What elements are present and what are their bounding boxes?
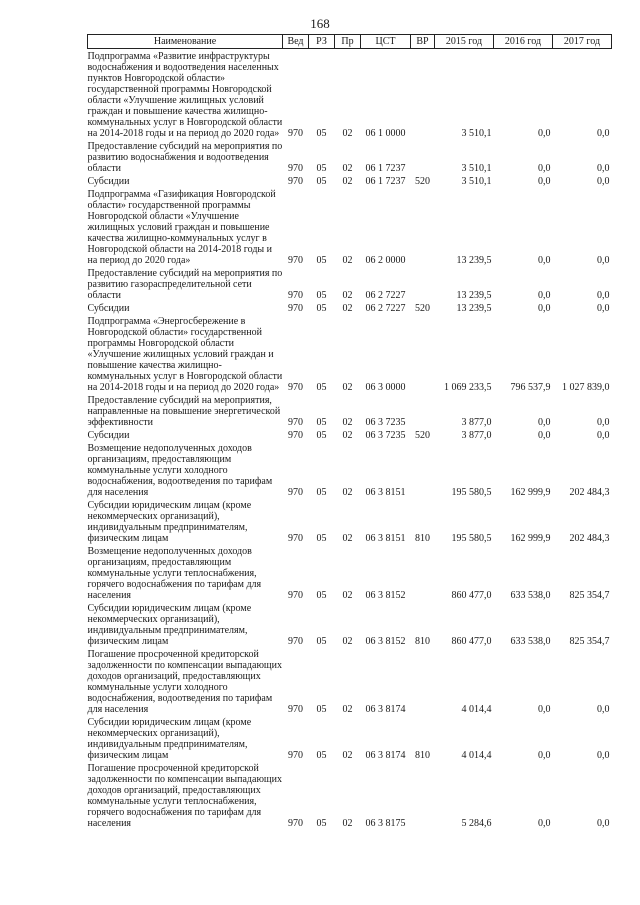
table-row bbox=[88, 498, 612, 544]
row-2017: 0,0 bbox=[597, 704, 610, 715]
row-cst: 06 3 8174 bbox=[365, 750, 406, 761]
row-ved: 970 bbox=[288, 176, 303, 187]
row-name: Предоставление субсидий на мероприятия по развитию водоснабжения и водоотведения области bbox=[87, 141, 283, 174]
table-row bbox=[88, 393, 612, 428]
row-2017: 0,0 bbox=[597, 255, 610, 266]
header-rz: РЗ bbox=[309, 35, 335, 49]
row-2015: 195 580,5 bbox=[451, 533, 492, 544]
page-number: 168 bbox=[310, 16, 330, 31]
row-vr: 520 bbox=[415, 303, 430, 314]
row-2016: 162 999,9 bbox=[510, 487, 551, 498]
table-row bbox=[88, 441, 612, 498]
row-name: Субсидии юридическим лицам (кроме некоммерческих организаций), индивидуальным предпринимателям, физическим лицам bbox=[87, 603, 252, 647]
row-name: Субсидии bbox=[87, 176, 130, 187]
row-name: Предоставление субсидий на мероприятия, направленные на повышение энергетической эффективности bbox=[87, 395, 281, 428]
row-name: Подпрограмма «Развитие инфраструктуры водоснабжения и водоотведения населенных пунктов Новгородской области» государственной программы Новгородской области «Улучшение жилищных условий граждан и повышение качества жилищно-коммунальных услуг в Новгородской области на 2014-2018 годы и на период до 2020 года» bbox=[87, 51, 283, 139]
row-name: Субсидии юридическим лицам (кроме некоммерческих организаций), индивидуальным предпринимателям, физическим лицам bbox=[87, 500, 252, 544]
row-rz: 05 bbox=[316, 750, 327, 761]
row-pr: 02 bbox=[342, 303, 353, 314]
table-row bbox=[88, 174, 612, 187]
row-ved: 970 bbox=[288, 163, 303, 174]
table-row bbox=[88, 139, 612, 174]
row-pr: 02 bbox=[342, 128, 353, 139]
row-cst: 06 3 8152 bbox=[365, 590, 406, 601]
row-name: Предоставление субсидий на мероприятия по развитию газораспределительной сети области bbox=[87, 268, 283, 301]
row-vr bbox=[411, 187, 435, 266]
row-cst: 06 3 7235 bbox=[365, 417, 406, 428]
row-cst: 06 1 7237 bbox=[365, 163, 406, 174]
row-pr: 02 bbox=[342, 255, 353, 266]
row-2015: 3 510,1 bbox=[461, 128, 492, 139]
row-2016: 0,0 bbox=[538, 176, 551, 187]
row-2016: 0,0 bbox=[538, 163, 551, 174]
row-ved: 970 bbox=[288, 128, 303, 139]
row-2016: 0,0 bbox=[538, 704, 551, 715]
row-2015: 860 477,0 bbox=[451, 636, 492, 647]
row-2017: 0,0 bbox=[597, 176, 610, 187]
row-2015: 1 069 233,5 bbox=[444, 382, 492, 393]
row-rz: 05 bbox=[316, 290, 327, 301]
row-2015: 860 477,0 bbox=[451, 590, 492, 601]
row-2016: 633 538,0 bbox=[510, 636, 551, 647]
row-2015: 195 580,5 bbox=[451, 487, 492, 498]
row-vr bbox=[411, 49, 435, 140]
header-2015: 2015 год bbox=[435, 35, 494, 49]
row-rz: 05 bbox=[316, 417, 327, 428]
row-ved: 970 bbox=[288, 636, 303, 647]
row-2017: 0,0 bbox=[597, 417, 610, 428]
row-2017: 0,0 bbox=[597, 818, 610, 829]
row-cst: 06 3 8151 bbox=[365, 533, 406, 544]
row-vr bbox=[411, 544, 435, 601]
table-row bbox=[88, 647, 612, 715]
row-cst: 06 2 0000 bbox=[365, 255, 406, 266]
row-2017: 0,0 bbox=[597, 128, 610, 139]
row-rz: 05 bbox=[316, 818, 327, 829]
row-vr: 520 bbox=[415, 176, 430, 187]
row-name: Субсидии bbox=[87, 430, 130, 441]
table-row bbox=[88, 314, 612, 393]
row-vr bbox=[411, 393, 435, 428]
row-2015: 3 510,1 bbox=[461, 176, 492, 187]
row-2016: 796 537,9 bbox=[510, 382, 551, 393]
row-2015: 3 877,0 bbox=[461, 430, 492, 441]
row-rz: 05 bbox=[316, 163, 327, 174]
row-rz: 05 bbox=[316, 255, 327, 266]
table-header-row bbox=[88, 35, 612, 49]
header-vr: ВР bbox=[411, 35, 435, 49]
row-2017: 0,0 bbox=[597, 163, 610, 174]
row-pr: 02 bbox=[342, 636, 353, 647]
row-cst: 06 3 8175 bbox=[365, 818, 406, 829]
row-name: Подпрограмма «Газификация Новгородской области» государственной программы Новгородской области «Улучшение жилищных условий граждан и повышение качества жилищно-коммунальных услуг в Новгородской области на 2014-2018 годы и на период до 2020 года» bbox=[87, 189, 276, 266]
row-2017: 0,0 bbox=[597, 750, 610, 761]
row-2016: 0,0 bbox=[538, 255, 551, 266]
row-vr bbox=[411, 761, 435, 829]
row-ved: 970 bbox=[288, 704, 303, 715]
row-pr: 02 bbox=[342, 163, 353, 174]
row-ved: 970 bbox=[288, 430, 303, 441]
row-2017: 825 354,7 bbox=[569, 590, 610, 601]
row-vr: 520 bbox=[415, 430, 430, 441]
row-vr bbox=[411, 441, 435, 498]
row-ved: 970 bbox=[288, 417, 303, 428]
header-2017: 2017 год bbox=[553, 35, 612, 49]
row-2016: 0,0 bbox=[538, 128, 551, 139]
row-rz: 05 bbox=[316, 590, 327, 601]
row-rz: 05 bbox=[316, 704, 327, 715]
row-2016: 0,0 bbox=[538, 303, 551, 314]
table-row bbox=[88, 301, 612, 314]
row-pr: 02 bbox=[342, 533, 353, 544]
row-2015: 13 239,5 bbox=[456, 255, 492, 266]
table-row bbox=[88, 266, 612, 301]
table-row bbox=[88, 761, 612, 829]
header-name: Наименование bbox=[88, 35, 283, 49]
row-2015: 13 239,5 bbox=[456, 303, 492, 314]
budget-table bbox=[87, 34, 612, 829]
row-2015: 3 877,0 bbox=[461, 417, 492, 428]
row-2017: 1 027 839,0 bbox=[562, 382, 610, 393]
row-ved: 970 bbox=[288, 382, 303, 393]
row-2016: 162 999,9 bbox=[510, 533, 551, 544]
row-pr: 02 bbox=[342, 430, 353, 441]
row-name: Погашение просроченной кредиторской задолженности по компенсации выпадающих доходов организаций, предоставляющих коммунальные услуги теплоснабжения, горячего водоснабжения по тарифам для населения bbox=[87, 763, 282, 829]
row-rz: 05 bbox=[316, 382, 327, 393]
row-name: Погашение просроченной кредиторской задолженности по компенсации выпадающих доходов организаций, предоставляющих коммунальные услуги холодного водоснабжения, водоотведения по тарифам для населения bbox=[87, 649, 282, 715]
row-2015: 4 014,4 bbox=[461, 704, 492, 715]
row-2017: 0,0 bbox=[597, 303, 610, 314]
row-name: Возмещение недополученных доходов организациям, предоставляющим коммунальные услуги холодного водоснабжения, водоотведения по тарифам для населения bbox=[87, 443, 273, 498]
row-rz: 05 bbox=[316, 128, 327, 139]
row-name: Субсидии bbox=[87, 303, 130, 314]
row-vr bbox=[411, 647, 435, 715]
row-cst: 06 1 0000 bbox=[365, 128, 406, 139]
row-rz: 05 bbox=[316, 303, 327, 314]
row-2017: 0,0 bbox=[597, 290, 610, 301]
row-rz: 05 bbox=[316, 176, 327, 187]
row-pr: 02 bbox=[342, 290, 353, 301]
header-2016: 2016 год bbox=[494, 35, 553, 49]
row-vr bbox=[411, 314, 435, 393]
row-cst: 06 3 8151 bbox=[365, 487, 406, 498]
row-name: Подпрограмма «Энергосбережение в Новгородской области» государственной программы Новгородской области «Улучшение жилищных условий граждан и повышение качества жилищно-коммунальных услуг в Новгородской области на 2014-2018 годы и на период до 2020 года» bbox=[87, 316, 283, 393]
table-row bbox=[88, 544, 612, 601]
row-pr: 02 bbox=[342, 750, 353, 761]
row-vr: 810 bbox=[415, 636, 430, 647]
table-row bbox=[88, 428, 612, 441]
row-2016: 0,0 bbox=[538, 750, 551, 761]
row-2015: 4 014,4 bbox=[461, 750, 492, 761]
table-row bbox=[88, 715, 612, 761]
row-name: Субсидии юридическим лицам (кроме некоммерческих организаций), индивидуальным предпринимателям, физическим лицам bbox=[87, 717, 252, 761]
row-2015: 13 239,5 bbox=[456, 290, 492, 301]
row-2017: 825 354,7 bbox=[569, 636, 610, 647]
row-vr: 810 bbox=[415, 533, 430, 544]
row-ved: 970 bbox=[288, 750, 303, 761]
table-row bbox=[88, 49, 612, 140]
table-row bbox=[88, 187, 612, 266]
row-vr: 810 bbox=[415, 750, 430, 761]
table-row bbox=[88, 601, 612, 647]
header-cst: ЦСТ bbox=[361, 35, 411, 49]
row-2016: 633 538,0 bbox=[510, 590, 551, 601]
row-cst: 06 3 7235 bbox=[365, 430, 406, 441]
row-2015: 3 510,1 bbox=[461, 163, 492, 174]
row-ved: 970 bbox=[288, 590, 303, 601]
row-2017: 202 484,3 bbox=[569, 533, 610, 544]
row-rz: 05 bbox=[316, 533, 327, 544]
row-ved: 970 bbox=[288, 533, 303, 544]
row-pr: 02 bbox=[342, 417, 353, 428]
row-vr bbox=[411, 139, 435, 174]
row-cst: 06 2 7227 bbox=[365, 303, 406, 314]
row-ved: 970 bbox=[288, 255, 303, 266]
row-rz: 05 bbox=[316, 430, 327, 441]
row-ved: 970 bbox=[288, 487, 303, 498]
row-ved: 970 bbox=[288, 290, 303, 301]
row-2017: 0,0 bbox=[597, 430, 610, 441]
row-pr: 02 bbox=[342, 818, 353, 829]
row-2016: 0,0 bbox=[538, 430, 551, 441]
row-2016: 0,0 bbox=[538, 417, 551, 428]
row-pr: 02 bbox=[342, 704, 353, 715]
row-cst: 06 1 7237 bbox=[365, 176, 406, 187]
row-2016: 0,0 bbox=[538, 818, 551, 829]
row-vr bbox=[411, 266, 435, 301]
row-cst: 06 3 0000 bbox=[365, 382, 406, 393]
row-name: Возмещение недополученных доходов организациям, предоставляющим коммунальные услуги теплоснабжения, горячего водоснабжения по тарифам для населения bbox=[87, 546, 262, 601]
row-ved: 970 bbox=[288, 818, 303, 829]
row-pr: 02 bbox=[342, 382, 353, 393]
row-pr: 02 bbox=[342, 487, 353, 498]
row-rz: 05 bbox=[316, 636, 327, 647]
row-rz: 05 bbox=[316, 487, 327, 498]
header-pr: Пр bbox=[335, 35, 361, 49]
row-cst: 06 3 8152 bbox=[365, 636, 406, 647]
row-2017: 202 484,3 bbox=[569, 487, 610, 498]
row-pr: 02 bbox=[342, 176, 353, 187]
header-ved: Вед bbox=[283, 35, 309, 49]
row-ved: 970 bbox=[288, 303, 303, 314]
row-2015: 5 284,6 bbox=[461, 818, 492, 829]
row-2016: 0,0 bbox=[538, 290, 551, 301]
row-cst: 06 3 8174 bbox=[365, 704, 406, 715]
row-cst: 06 2 7227 bbox=[365, 290, 406, 301]
row-pr: 02 bbox=[342, 590, 353, 601]
